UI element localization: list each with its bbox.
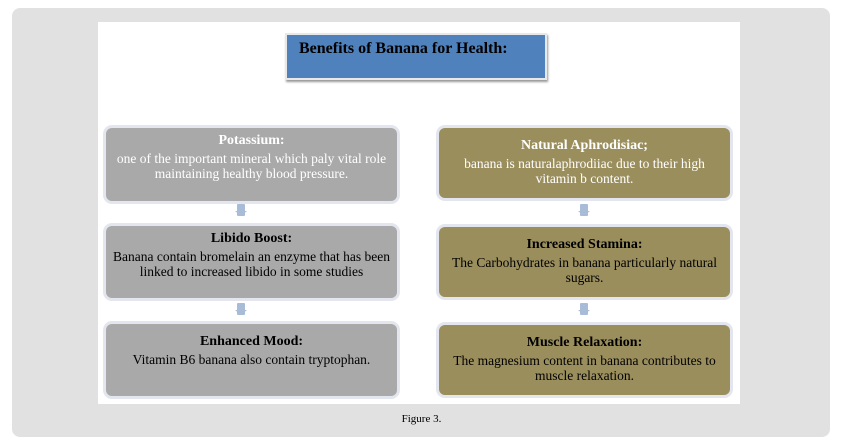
down-arrow-icon <box>237 303 245 315</box>
box-text: one of the important mineral which paly vital role maintaining healthy blood pressure. <box>116 151 387 181</box>
figure-caption: Figure 3. <box>401 413 442 425</box>
box-text: The magnesium content in banana contributes to muscle relaxation. <box>453 353 716 383</box>
box-heading: Natural Aphrodisiac; <box>521 138 648 153</box>
muscle-relaxation-box <box>439 325 730 395</box>
box-text: The Carbohydrates in banana particularly natural sugars. <box>451 255 718 285</box>
down-arrow-icon <box>580 204 588 216</box>
libido-boost-box <box>106 226 397 298</box>
down-arrow-icon <box>237 204 245 216</box>
increased-stamina-box <box>439 227 730 297</box>
box-heading: Potassium: <box>218 133 285 148</box>
box-heading: Enhanced Mood: <box>199 334 304 349</box>
box-text: Banana contain bromelain an enzyme that has been linked to increased libido in some studies <box>112 249 390 279</box>
natural-aphrodisiac-box <box>439 128 730 198</box>
box-heading: Libido Boost: <box>210 231 293 246</box>
potassium-box <box>106 128 397 201</box>
box-heading: Increased Stamina: <box>526 237 643 252</box>
box-text: banana is naturalaphrodiiac due to their high vitamin b content. <box>464 156 705 186</box>
enhanced-mood-box <box>106 324 397 396</box>
box-text: Vitamin B6 banana also contain tryptophan. <box>132 352 371 367</box>
box-heading: Muscle Relaxation: <box>526 335 643 350</box>
down-arrow-icon <box>580 303 588 315</box>
diagram-title: Benefits of Banana for Health: <box>285 33 547 80</box>
